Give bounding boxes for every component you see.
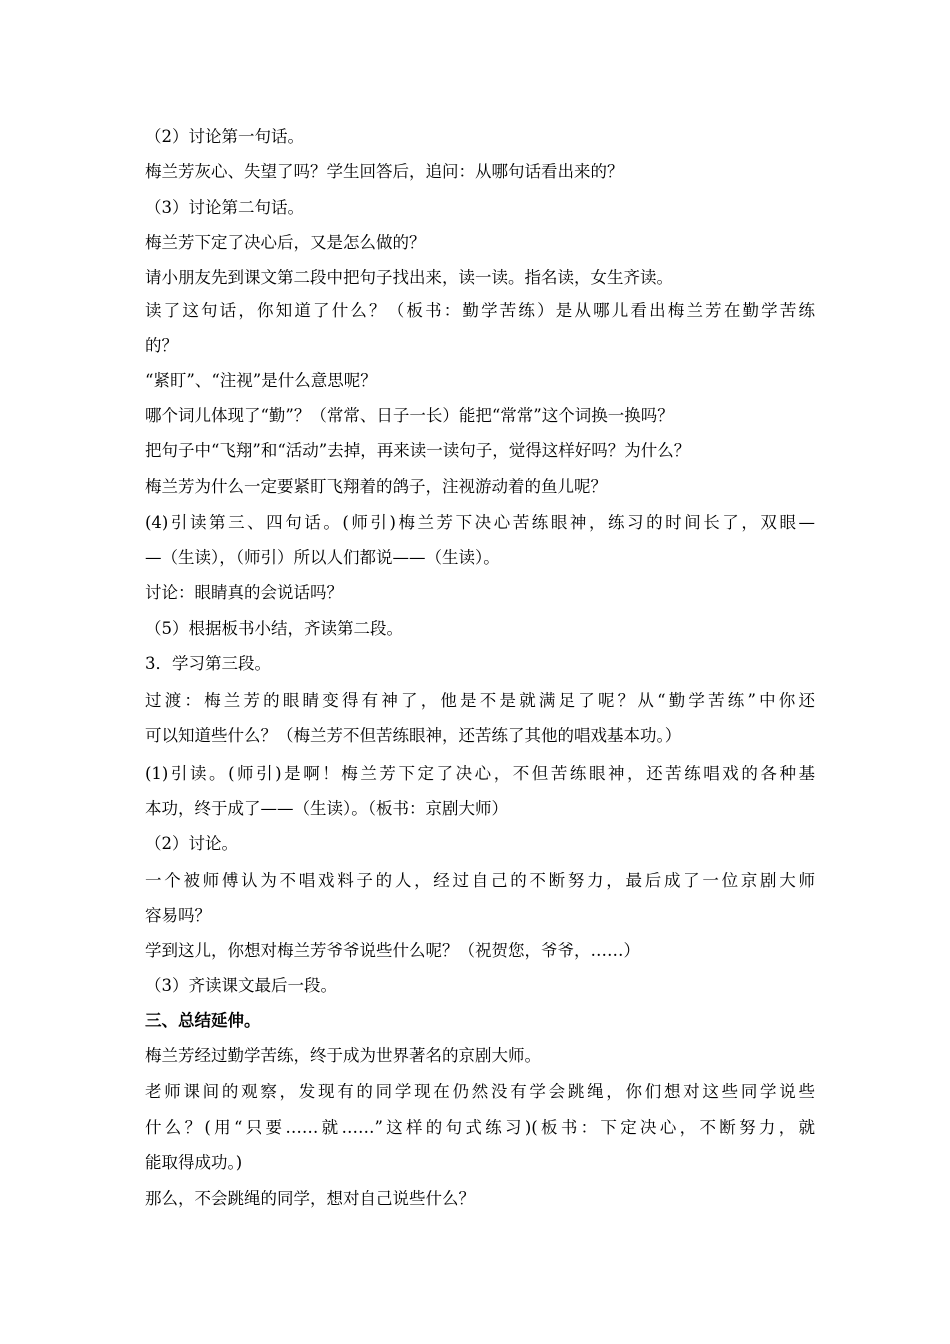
text-line: 容易吗？	[145, 906, 211, 925]
text-line: 能取得成功。)	[145, 1153, 243, 1172]
document-page	[145, 0, 815, 1344]
text-line: —（生读），（师引）所以人们都说——（生读）。	[145, 548, 500, 567]
text-line: 请小朋友先到课文第二段中把句子找出来，读一读。指名读，女生齐读。	[145, 268, 673, 287]
text-line: 学到这儿，你想对梅兰芳爷爷说些什么呢？（祝贺您，爷爷，……）	[145, 941, 640, 960]
text-line: 梅兰芳经过勤学苦练，终于成为世界著名的京剧大师。	[145, 1046, 541, 1065]
text-line: 哪个词儿体现了“勤”？（常常、日子一长）能把“常常”这个词换一换吗？	[145, 406, 674, 425]
text-line: “紧盯”、“注视”是什么意思呢？	[145, 371, 377, 390]
text-line: (1)引读。(师引)是啊！梅兰芳下定了决心，不但苦练眼神，还苦练唱戏的各种基	[145, 764, 815, 783]
text-line: (4)引读第三、四句话。(师引)梅兰芳下决心苦练眼神，练习的时间长了，双眼—	[145, 513, 815, 532]
text-line: 讨论：眼睛真的会说话吗？	[145, 583, 343, 602]
text-line: （2）讨论第一句话。	[145, 127, 304, 146]
text-line: 3．学习第三段。	[145, 654, 271, 673]
text-line: 梅兰芳下定了决心后，又是怎么做的？	[145, 233, 426, 252]
text-line: 把句子中“飞翔”和“活动”去掉，再来读一读句子，觉得这样好吗？为什么？	[145, 441, 691, 460]
text-line: 什么？(用“只要……就……”这样的句式练习)(板书：下定决心，不断努力，就	[145, 1118, 815, 1137]
text-line: 可以知道些什么？（梅兰芳不但苦练眼神，还苦练了其他的唱戏基本功。）	[145, 726, 682, 745]
text-line: 老师课间的观察，发现有的同学现在仍然没有学会跳绳，你们想对这些同学说些	[145, 1082, 815, 1101]
text-line: 的？	[145, 336, 178, 355]
text-line: 读了这句话，你知道了什么？（板书：勤学苦练）是从哪儿看出梅兰芳在勤学苦练	[145, 301, 815, 320]
section-heading: 三、总结延伸。	[145, 1011, 261, 1030]
text-line: 本功，终于成了——（生读）。（板书：京剧大师）	[145, 799, 508, 818]
text-line: 梅兰芳为什么一定要紧盯飞翔着的鸽子，注视游动着的鱼儿呢？	[145, 477, 607, 496]
text-line: （3）讨论第二句话。	[145, 198, 304, 217]
text-line: 那么，不会跳绳的同学，想对自己说些什么？	[145, 1189, 475, 1208]
text-line: （2）讨论。	[145, 834, 238, 853]
text-line: 一个被师傅认为不唱戏料子的人，经过自己的不断努力，最后成了一位京剧大师	[145, 871, 815, 890]
text-line: 梅兰芳灰心、失望了吗？学生回答后，追问：从哪句话看出来的？	[145, 162, 624, 181]
text-line: （3）齐读课文最后一段。	[145, 976, 337, 995]
text-line: （5）根据板书小结，齐读第二段。	[145, 619, 403, 638]
text-line: 过渡：梅兰芳的眼睛变得有神了，他是不是就满足了呢？从“勤学苦练”中你还	[145, 691, 815, 710]
